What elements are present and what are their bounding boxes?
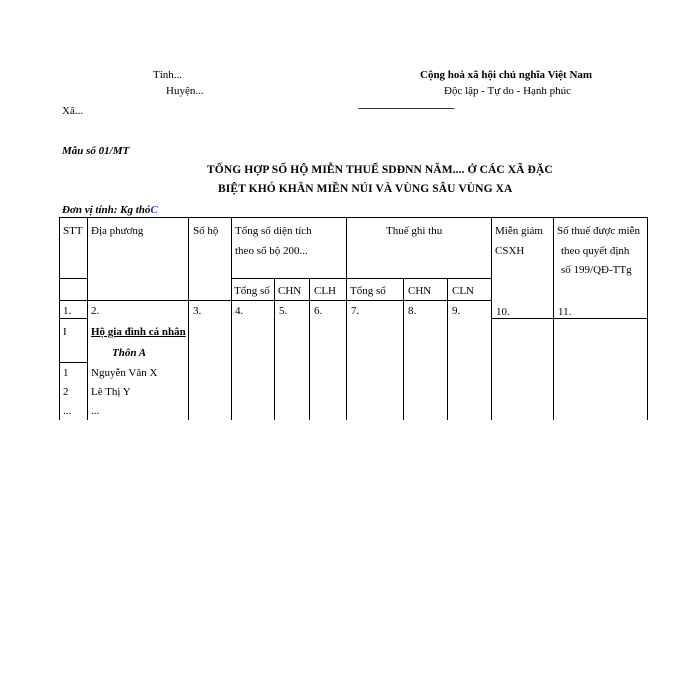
colnum-6: 6. <box>314 305 323 317</box>
colnum-5: 5. <box>279 305 288 317</box>
col-line-1 <box>87 217 88 420</box>
subheader-chn-b: CHN <box>408 285 432 297</box>
header-tong-dien-tich-2: theo sổ bộ 200... <box>235 245 308 257</box>
district-label: Huyện... <box>166 85 204 97</box>
rule-subheader-top <box>231 278 491 279</box>
unit-label <box>62 203 158 217</box>
page-title-line1: TỔNG HỢP SỐ HỘ MIỄN THUẾ SDĐNN NĂM.... Ở CÁC XÃ ĐẶC <box>207 164 553 176</box>
form-code: Mẫu số 01/MT <box>62 145 130 157</box>
row-2-name: Lê Thị Y <box>91 386 131 398</box>
colnum-2: 2. <box>91 305 100 317</box>
subheader-chn-a: CHN <box>278 285 302 297</box>
header-stt: STT <box>63 225 83 237</box>
subheader-tong-so-b: Tổng số <box>350 285 386 297</box>
row-1-index: 1 <box>63 367 69 379</box>
colnum-10: 10. <box>496 306 510 318</box>
col-line-3 <box>231 217 232 420</box>
group-label: Hộ gia đình cá nhân <box>91 326 186 338</box>
header-so-ho: Số hộ <box>193 225 219 237</box>
header-so-thue-2: theo quyết định <box>561 245 630 257</box>
row-1-name: Nguyễn Văn X <box>91 367 158 379</box>
row-3-index: ... <box>63 405 72 417</box>
col-line-2 <box>188 217 189 420</box>
colnum-7: 7. <box>351 305 360 317</box>
table-top-border <box>59 217 647 218</box>
colnum-1: 1. <box>63 305 72 317</box>
subheader-clh: CLH <box>314 285 336 297</box>
row-2-index: 2 <box>63 386 69 398</box>
col-line-0 <box>59 217 60 420</box>
village-label: Thôn A <box>112 347 147 359</box>
header-so-thue-3: số 199/QĐ-TTg <box>561 264 632 276</box>
col-line-11 <box>647 217 648 420</box>
subheader-tong-so-a: Tổng số <box>234 285 270 297</box>
col-line-7 <box>403 278 404 420</box>
header-dia-phuong: Địa phương <box>91 225 144 237</box>
rule-number-row-stt <box>59 318 87 319</box>
header-so-thue-1: Số thuế được miễn <box>557 225 640 237</box>
group-index: I <box>63 326 67 338</box>
colnum-3: 3. <box>193 305 202 317</box>
colnum-11: 11. <box>558 306 572 318</box>
unit-text: Đơn vị tính: Kg thó <box>62 204 151 216</box>
col-line-4 <box>274 278 275 420</box>
colnum-4: 4. <box>235 305 244 317</box>
rule-group-row <box>59 362 87 363</box>
col-line-6 <box>346 217 347 420</box>
commune-label: Xã... <box>62 105 84 117</box>
col-line-10 <box>553 217 554 420</box>
colnum-8: 8. <box>408 305 417 317</box>
motto-underline: ------------------------------------ <box>358 102 454 114</box>
col-line-9 <box>491 217 492 420</box>
header-mien-giam-2: CSXH <box>495 245 525 257</box>
header-mien-giam-1: Miễn giảm <box>495 225 543 237</box>
rule-header-bottom <box>59 300 491 301</box>
header-thue-ghi-thu: Thuế ghi thu <box>386 225 443 237</box>
header-tong-dien-tich-1: Tổng số diện tích <box>235 225 312 237</box>
row-3-name: ... <box>91 405 100 417</box>
colnum-9: 9. <box>452 305 461 317</box>
nation-name: Cộng hoà xã hội chủ nghĩa Việt Nam <box>420 69 593 81</box>
province-label: Tỉnh... <box>153 69 183 81</box>
col-line-8 <box>447 278 448 420</box>
col-line-5 <box>309 278 310 420</box>
unit-suffix: C <box>150 204 158 216</box>
rule-stt-header <box>59 278 87 279</box>
subheader-cln: CLN <box>452 285 474 297</box>
page-title-line2: BIỆT KHÓ KHĂN MIỀN NÚI VÀ VÙNG SÂU VÙNG XA <box>218 183 513 195</box>
national-motto: Độc lập - Tự do - Hạnh phúc <box>444 85 572 97</box>
